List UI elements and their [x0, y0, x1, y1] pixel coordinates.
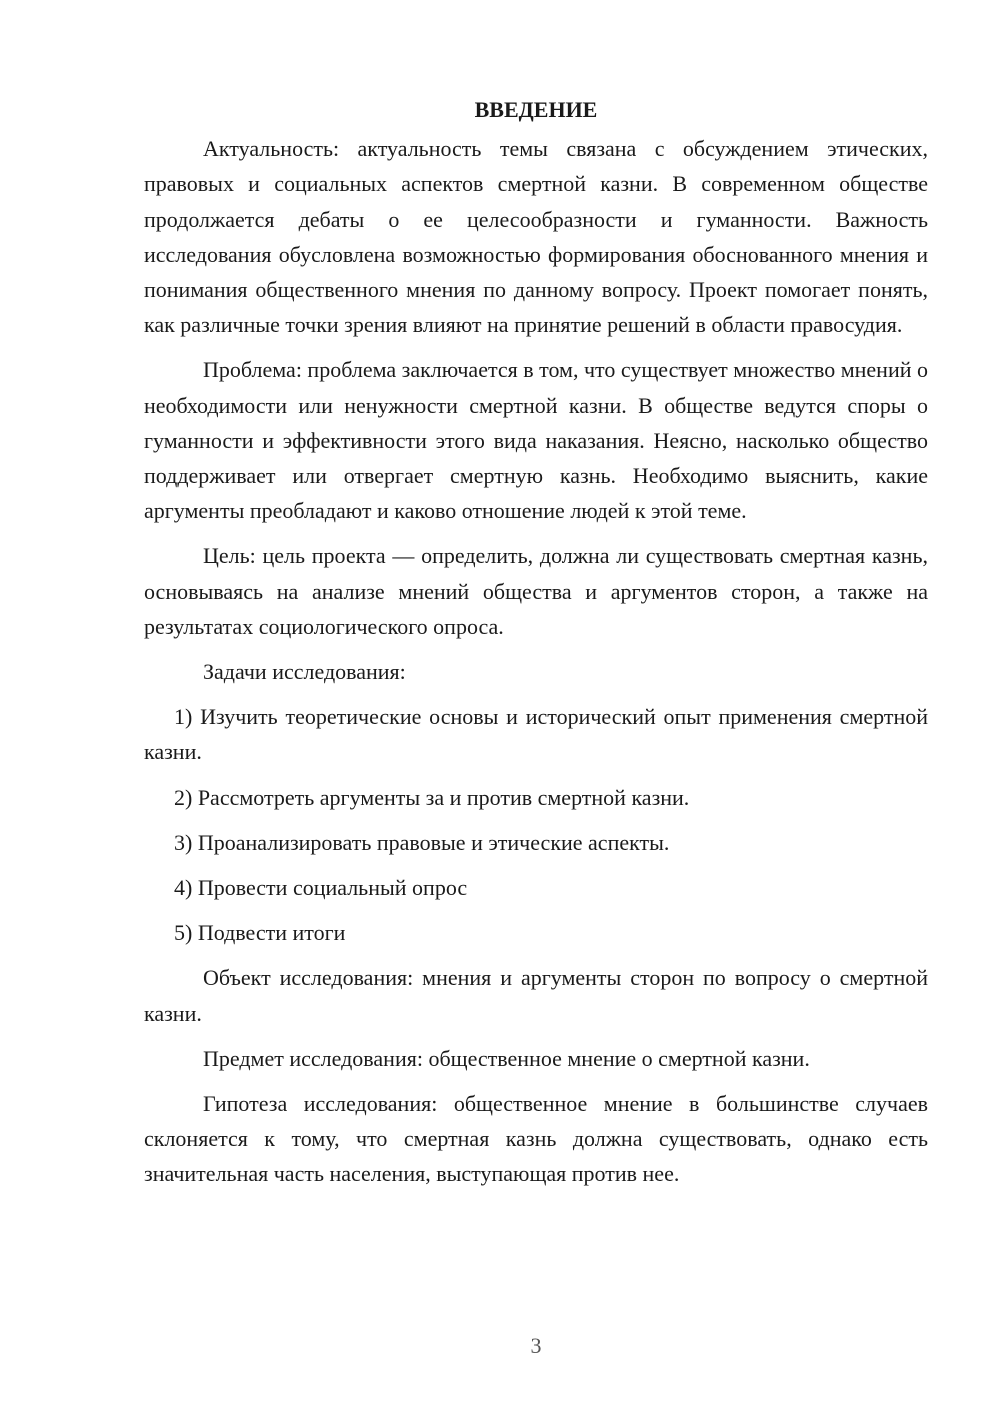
task-item: 5) Подвести итоги	[174, 920, 346, 946]
subject-paragraph: Предмет исследования: общественное мнение о смертной казни.	[203, 1045, 810, 1071]
task-item: 4) Провести социальный опрос	[174, 875, 468, 901]
relevance-paragraph: Актуальность: актуальность темы связана с обсуждением этических, правовых и социальных аспектов смертной казни. В современном обществе продолжается дебаты о ее целесообразности и гуманности. Важность исследования обусловлена возможностью формирования обоснованного мнения и понимания общественного мнения по данному вопросу. Проект помогает понять, как различные точки зрения влияют на принятие решений в области правосудия.	[144, 136, 928, 338]
page-number: 3	[530, 1333, 542, 1358]
goal-paragraph: Цель: цель проекта — определить, должна ли существовать смертная казнь, основываясь на анализе мнений общества и аргументов сторон, а также на результатах социологического опроса.	[144, 543, 928, 639]
task-item: 2) Рассмотреть аргументы за и против смертной казни.	[174, 784, 690, 810]
object-paragraph: Объект исследования: мнения и аргументы сторон по вопросу о смертной казни.	[144, 965, 928, 1026]
task-item: 1) Изучить теоретические основы и исторический опыт применения смертной казни.	[144, 704, 928, 765]
page-content	[144, 92, 928, 1202]
problem-paragraph: Проблема: проблема заключается в том, что существует множество мнений о необходимости или ненужности смертной казни. В обществе ведутся споры о гуманности и эффективности этого вида наказания. Неясно, насколько общество поддерживает или отвергает смертную казнь. Необходимо выяснить, какие аргументы преобладают и каково отношение людей к этой теме.	[144, 357, 928, 524]
page-title: ВВЕДЕНИЕ	[474, 97, 598, 122]
task-item: 3) Проанализировать правовые и этические аспекты.	[174, 829, 670, 855]
tasks-heading: Задачи исследования:	[203, 659, 406, 685]
hypothesis-paragraph: Гипотеза исследования: общественное мнение в большинстве случаев склоняется к тому, что смертная казнь должна существовать, однако есть значительная часть населения, выступающая против нее.	[144, 1091, 928, 1187]
